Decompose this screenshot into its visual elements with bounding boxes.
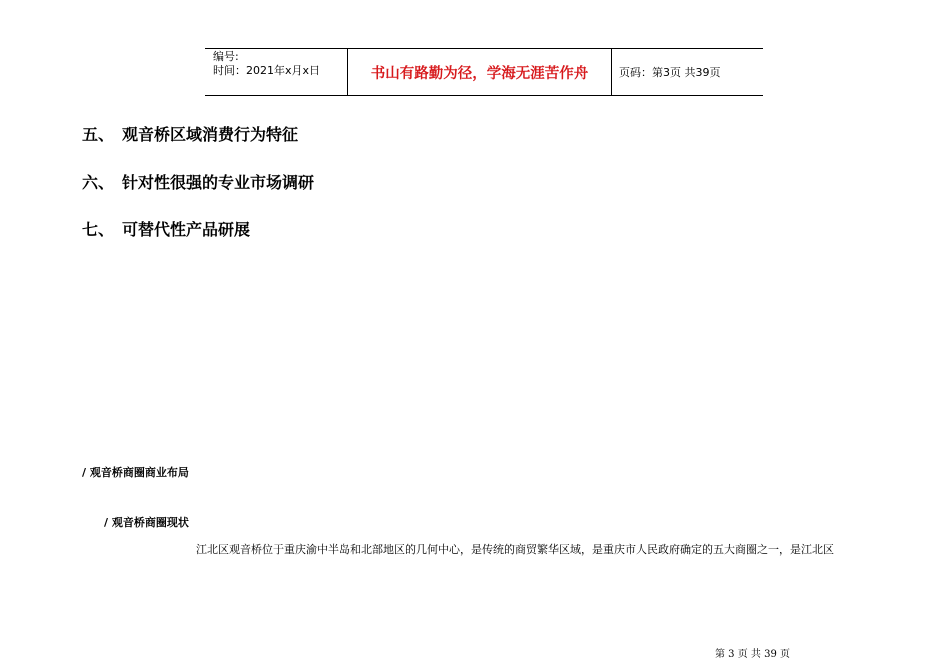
body-paragraph: 江北区观音桥位于重庆渝中半岛和北部地区的几何中心，是传统的商贸繁华区域，是重庆市人民政府确定的五大商圈之一，是江北区 [196,543,834,556]
header-meta [205,49,348,95]
heading-number: 七、 [82,220,115,239]
heading-text: 可替代性产品研展 [122,220,251,239]
page-footer: 第 3 页 共 39 页 [715,649,790,660]
header-page [612,49,763,95]
section-layout-title: / 观音桥商圈商业布局 [82,466,189,479]
page-label: 页码：第3页 共39页 [619,66,721,79]
page-header [205,48,763,96]
header-motto [348,49,612,95]
motto-text: 书山有路勤为径，学海无涯苦作舟 [370,65,589,82]
heading-5 [82,122,298,145]
heading-6 [82,170,314,193]
heading-text: 观音桥区域消费行为特征 [122,125,299,144]
heading-number: 五、 [82,125,115,144]
heading-7 [82,217,250,240]
time-label: 时间：2021年x月x日 [213,64,321,77]
section-status-title: / 观音桥商圈现状 [104,516,189,529]
serial-label: 编号: [213,50,239,63]
heading-text: 针对性很强的专业市场调研 [122,173,315,192]
heading-number: 六、 [82,173,115,192]
